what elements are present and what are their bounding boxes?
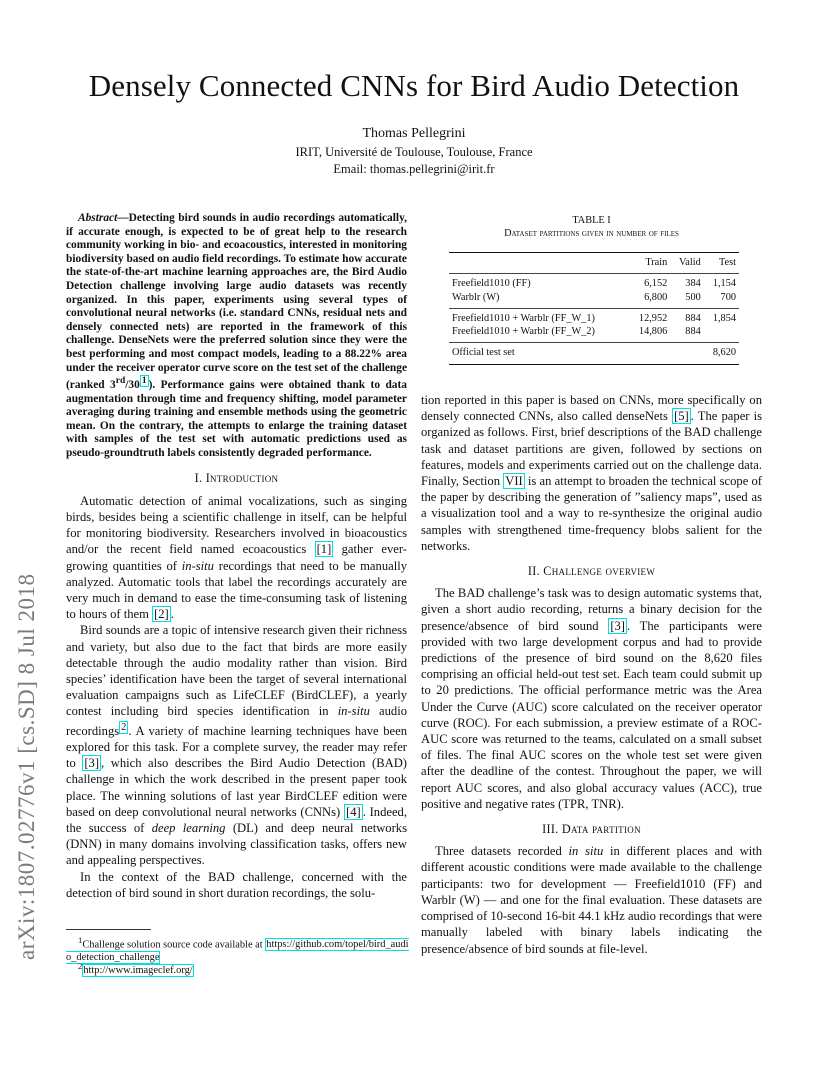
table-header-cell: Valid — [670, 253, 704, 274]
table-cell: Freefield1010 + Warblr (FF_W_2) — [452, 326, 595, 338]
section-heading-challenge-overview — [421, 563, 762, 579]
table-cell: Freefield1010 (FF) — [449, 274, 629, 291]
table-cell: 384 — [670, 274, 704, 291]
imageclef-link[interactable]: http://www.imageclef.org/ — [83, 965, 193, 977]
table-header-cell: Test — [704, 253, 739, 274]
table-caption — [421, 214, 762, 240]
intro-paragraph-1: Automatic detection of animal vocalizations, such as singing birds, besides being a scientific challenge in itself, can be helpful for monitoring biodiversity. Researchers involved in bioacoustics and/or the recent field named ecoacoustics [1] gather ever-growing quantities of in-situ recordings that need to be manually analyzed. Automatic tools that label the recordings accurately are very much in demand to ease the time-consuming task of listening to hours of them [2] . — [66, 493, 407, 622]
abstract-label: Abstract — [78, 212, 118, 224]
table-row — [449, 291, 739, 308]
table-cell: 884 — [685, 326, 701, 338]
abstract — [66, 212, 407, 460]
table-cell: 884 — [670, 308, 704, 325]
table-cell — [629, 343, 670, 364]
table-cell: 500 — [685, 291, 701, 303]
section-number: III. — [542, 822, 559, 837]
table-cell: 700 — [720, 291, 736, 303]
section-number: I. — [194, 471, 203, 486]
source-code-link[interactable]: https://github.com/topel/bird_audio_detection_challenge — [66, 939, 409, 963]
table-cell: Warblr (W) — [452, 291, 500, 303]
abstract-rank-sup: rd — [115, 376, 126, 387]
left-column — [66, 212, 407, 901]
author-name: Thomas Pellegrini — [362, 126, 466, 141]
table-cell: 14,806 — [638, 326, 668, 338]
table-header-cell — [449, 253, 629, 274]
abstract-text: —Detecting bird sounds in audio recordings automatically, if accurate enough, is expected to be of great help to the research community working in bio- and ecoacoustics, interested in monitoring biodiversity based on audio field recordings. To estimate how accurate the state-of-the-art machine learning approaches are, the Bird Audio Detection challenge involving large audio datasets was recently organized. In this paper, experiments using several types of convolutional neural networks (i.e. standard CNNs, residual nets and densely connected nets) are reported in the framework of this challenge. DenseNets were the preferred solution since they were the best performing and most compact models, leading to a 88.22% area under the receiver operator curve score on the test set of the challenge (ranked 3 — [66, 212, 407, 391]
footnote-rule — [66, 929, 151, 930]
table-cell: 6,152 — [629, 274, 670, 291]
section-number: II. — [527, 564, 540, 579]
table-row — [449, 343, 739, 364]
table-cell: 1,854 — [704, 308, 739, 325]
table-cell — [670, 343, 704, 364]
abstract-text-end: ). Performance gains were obtained thank to data augmentation through time and frequency shifting, model parameter averaging during training and ensemble methods using the geometric mean. On the contrary, the attempts to enlarge the training dataset with samples of the test set with automatic predictions used as pseudo-groundtruth labels consistently degraded performance. — [66, 378, 407, 459]
abstract-rank-total: /30 — [125, 378, 140, 391]
section-title: Data partition — [561, 822, 641, 837]
table-cell: Official test set — [449, 343, 629, 364]
data-partition-paragraph: Three datasets recorded in situ in different places and with different acoustic conditions were made available to the challenge participants: two for development — Freefield1010 (FF) and Warblr (W) — and one for the final evaluation. These datasets are comprised of 10-second 16-bit 44.1 kHz audio recordings that were manually labeled with binary labels indicating the presence/absence of bird sounds at file-level. — [421, 844, 762, 956]
table-header-cell: Train — [629, 253, 670, 274]
dataset-partitions-table — [449, 252, 739, 365]
table-row — [449, 326, 739, 343]
author-affiliation: IRIT, Université de Toulouse, Toulouse, France — [295, 145, 533, 159]
table-cell: 12,952 — [629, 308, 670, 325]
author-email: Email: thomas.pellegrini@irit.fr — [333, 162, 495, 176]
citation-3[interactable]: [3] — [610, 618, 625, 633]
table-cell: 1,154 — [704, 274, 739, 291]
citation-3[interactable]: [3] — [84, 756, 100, 771]
section-heading-data-partition — [421, 821, 762, 837]
challenge-paragraph: The BAD challenge’s task was to design automatic systems that, given a short audio recording, returns a binary decision for the presence/absence of bird sound [3] . The participants were provided with two large development corpus and had to provide predictions of the presence of bird sound on the 8,620 files comprising an official held-out test set. Each team could submit up to 20 predictions. The official performance metric was the Area Under the Curve (AUC) score calculated on the receiver operator curve (ROC). For each submission, a preview estimate of a ROC-AUC score was returned to the teams, calculated on a small subset of files. The final AUC scores on the whole test set were given after the deadline of the contest. Throughout the paper, we will report AUC scores, and also global accuracy values (ACC), true positive and negative rates (TPR, TNR). — [421, 586, 762, 811]
table-header-row — [449, 253, 739, 274]
section-title: Challenge overview — [543, 564, 656, 579]
section-heading-introduction — [66, 470, 407, 486]
table-label: TABLE I — [572, 215, 611, 226]
arxiv-watermark: arXiv:1807.02776v1 [cs.SD] 8 Jul 2018 — [14, 573, 39, 960]
intro-paragraph-3: In the context of the BAD challenge, concerned with the detection of bird sound in short duration recordings, the solu- — [66, 869, 407, 900]
citation-2[interactable]: [2] — [154, 607, 169, 622]
paper-title: Densely Connected CNNs for Bird Audio Detection — [88, 68, 740, 103]
table-cell: 6,800 — [644, 291, 668, 303]
footnote-2-marker[interactable]: 2 — [121, 721, 127, 733]
citation-4[interactable]: [4] — [346, 804, 361, 819]
footnote-1: $^1$Challenge solution source code available at https://github.com/topel/bird_audio_detection_challenge — [66, 935, 409, 963]
footnote-2: $^2$http://www.imageclef.org/ — [78, 961, 193, 977]
table-cell: 8,620 — [704, 343, 739, 364]
table-title: Dataset partitions given in number of files — [504, 228, 679, 239]
table-cell — [704, 326, 739, 343]
table-row — [449, 274, 739, 291]
citation-1[interactable]: [1] — [316, 542, 332, 557]
section-vii-link[interactable]: VII — [505, 474, 523, 489]
intro-paragraph-2: Bird sounds are a topic of intensive research given their richness and variety, but also due to the fact that birds are more easily detectable through the audio modality rather than vision. Bird species’ identification have been the target of several international evaluation campaigns such as LifeCLEF (BirdCLEF), a yearly contest including bird species identification in in-situ audio recordings $^2$ . A variety of machine learning techniques have been explored for this task. For a complete survey, the reader may refer to [3] , which also describes the Bird Audio Detection (BAD) challenge in which the work described in the present paper took place. The winning solutions of last year BirdCLEF edition were based on deep convolutional neural networks (CNNs) [4] . Indeed, the success of deep learning (DL) and deep neural networks (DNN) in many domains involving classification tasks, offers new and appealing perspectives. — [66, 623, 407, 868]
intro-continuation: tion reported in this paper is based on CNNs, more specifically on densely connected CNNs, also called denseNets [5] . The paper is organized as follows. First, brief descriptions of the BAD challenge task and dataset partitions are given, followed by sections on features, models and experiments carried out on the challenge data. Finally, Section VII is an attempt to broaden the technical scope of the paper by describing the generation of ”saliency maps”, used as a visualization tool and a way to re-synthesize the original audio samples with strengthened time-frequency blobs salient for the networks. — [421, 393, 763, 553]
citation-5[interactable]: [5] — [674, 409, 689, 424]
table-cell: Freefield1010 + Warblr (FF_W_1) — [449, 308, 629, 325]
section-title: Introduction — [205, 471, 279, 486]
table-row — [449, 308, 739, 325]
footnote-1-marker[interactable]: 1 — [141, 376, 147, 387]
right-column — [421, 392, 762, 957]
